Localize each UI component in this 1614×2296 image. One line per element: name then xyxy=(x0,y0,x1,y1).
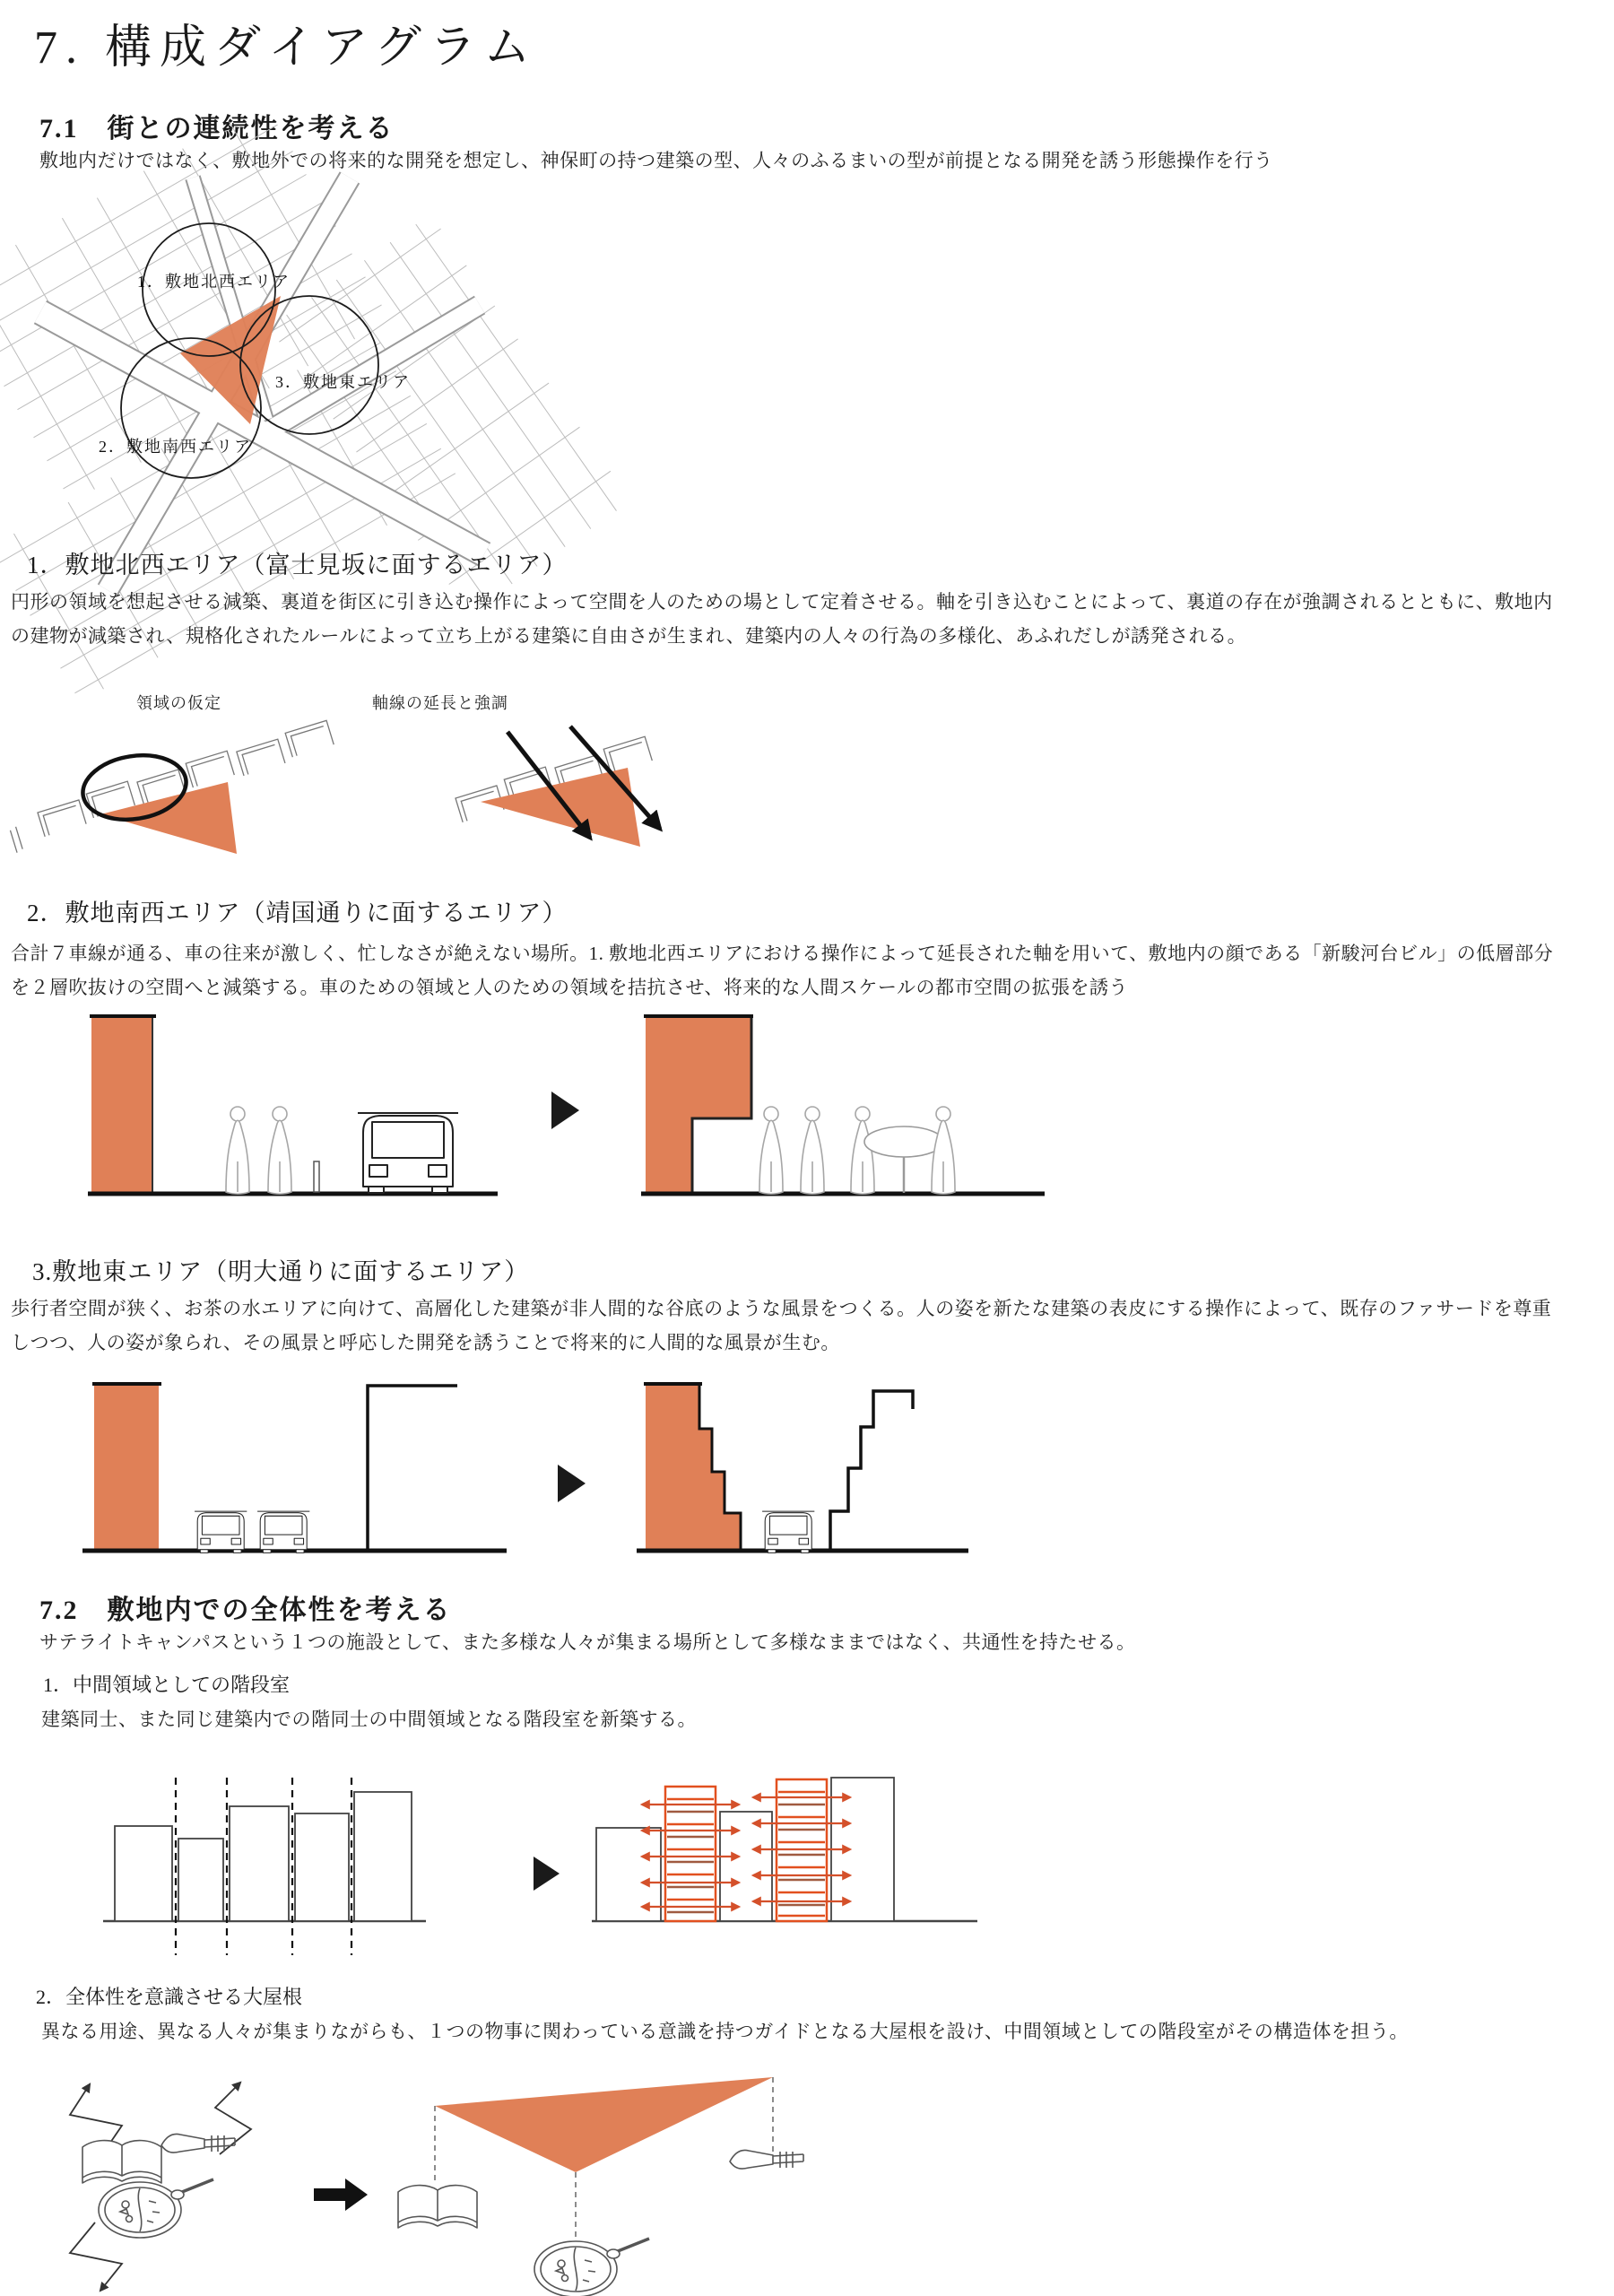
transform-arrow-icon xyxy=(558,1465,586,1502)
building-orange-notched xyxy=(646,1018,751,1192)
car-icon xyxy=(762,1511,814,1552)
building-row xyxy=(115,1792,412,1921)
car-icon xyxy=(257,1511,309,1552)
transform-arrow-icon xyxy=(314,2179,368,2211)
bollard xyxy=(314,1161,319,1192)
area2-diagram xyxy=(72,1009,1067,1233)
stair-shaft xyxy=(665,1787,716,1921)
big-roof-diagram xyxy=(36,2072,1040,2296)
area2-body: 合計７車線が通る、車の往来が激しく、忙しなさが絶えない場所。1. 敷地北西エリアにおける操作によって延長された軸を用いて、敷地内の顔である「新駿河台ビル」の低層部分を２層吹抜けの空間へと減築する。車のための領域と人のための領域を拮抗させ、将来的な人間スケールの都市空間の拡張を誘う xyxy=(11,943,1554,999)
area1-diagram-label-left: 領域の仮定 xyxy=(136,694,221,712)
map-label-area1: 1．敷地北西エリア xyxy=(137,273,291,291)
person-icon xyxy=(932,1107,955,1194)
area1-diagram-left xyxy=(27,716,439,895)
trumpet-icon xyxy=(730,2150,803,2169)
area1-diagram-right xyxy=(448,716,753,895)
person-icon xyxy=(759,1107,783,1194)
tall-facade-wall xyxy=(368,1386,457,1551)
area1-diagram-label-right: 軸線の延長と強調 xyxy=(372,694,508,712)
map-streets xyxy=(40,178,484,590)
area1-body: 円形の領域を想起させる減築、裏道を街区に引き込む操作によって空間を人のための場として定着させる。軸を引き込むことによって、裏道の存在が強調されるとともに、敷地内の建物が減築され、規格化されたルールによって立ち上がる建築に自由さが生まれ、建築内の人々の行為の多様化、あふれだしが誘発される。 xyxy=(11,591,1553,648)
building-orange xyxy=(94,1386,159,1549)
person-icon xyxy=(268,1107,291,1194)
item1-body: 建築同士、また同じ建築内での階同士の中間領域となる階段室を新築する。 xyxy=(41,1709,697,1730)
area3-body: 歩行者空間が狭く、お茶の水エリアに向けて、高層化した建築が非人間的な谷底のような風景をつくる。人の姿を新たな建築の表皮にする操作によって、既存のファサードを尊重しつつ、人の姿が象られ、その風景と呼応した開発を誘うことで将来的に人間的な風景が生む。 xyxy=(11,1298,1552,1354)
section-7-2-heading: 7.2 敷地内での全体性を考える xyxy=(39,1596,452,1625)
area3-heading: 3.敷地東エリア（明大通りに面するエリア） xyxy=(32,1258,530,1285)
map-label-area2: 2．敷地南西エリア xyxy=(99,438,252,456)
stepped-facade-outline xyxy=(830,1391,913,1549)
book-icon xyxy=(82,2141,161,2183)
item2-body: 異なる用途、異なる人々が集まりながらも、１つの物事に関わっている意識を持つガイドとなる大屋根を設け、中間領域としての階段室がその構造体を担う。 xyxy=(41,2021,1409,2042)
item1-heading: 1．中間領域としての階段室 xyxy=(43,1674,291,1696)
person-icon xyxy=(801,1107,824,1194)
section-7-2-intro: サテライトキャンパスという１つの施設として、また多様な人々が集まる場所として多様なままではなく、共通性を持たせる。 xyxy=(39,1631,1136,1653)
cafe-table xyxy=(864,1126,943,1157)
person-icon xyxy=(226,1107,249,1194)
building-orange-stepped xyxy=(646,1386,741,1549)
site-map-diagram xyxy=(58,196,466,574)
section-7-1-intro: 敷地内だけではなく、敷地外での将来的な開発を想定し、神保町の持つ建築の型、人々のふるまいの型が前提となる開発を誘う形態操作を行う xyxy=(39,150,1273,171)
pizza-icon xyxy=(99,2179,213,2238)
map-label-area3: 3．敷地東エリア xyxy=(275,373,411,391)
book-icon xyxy=(398,2186,477,2228)
area1-heading: 1．敷地北西エリア（富士見坂に面するエリア） xyxy=(27,552,568,578)
area2-heading: 2．敷地南西エリア（靖国通りに面するエリア） xyxy=(27,900,568,926)
car-icon xyxy=(358,1113,458,1193)
trumpet-icon xyxy=(161,2134,235,2152)
pizza-icon xyxy=(534,2239,649,2296)
transform-arrow-icon xyxy=(551,1091,579,1129)
car-icon xyxy=(195,1511,247,1552)
big-roof-triangle xyxy=(435,2077,773,2172)
stairwell-diagram xyxy=(90,1776,986,1969)
page-title: 7. 構成ダイアグラム xyxy=(34,22,539,74)
transform-arrow-icon xyxy=(534,1857,560,1891)
building-orange xyxy=(91,1018,152,1192)
item2-heading: 2．全体性を意識させる大屋根 xyxy=(36,1986,303,2008)
section-7-1-heading: 7.1 街との連続性を考える xyxy=(39,114,395,144)
area3-diagram xyxy=(72,1377,986,1587)
